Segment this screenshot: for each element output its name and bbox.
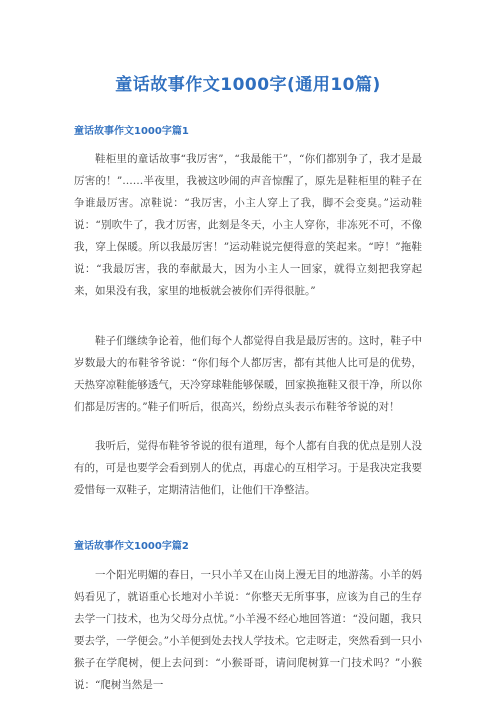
document-title: 童话故事作文1000字(通用10篇) bbox=[115, 75, 381, 95]
section-2-paragraph-1: 一个阳光明媚的春日，一只小羊又在山岗上漫无目的地游荡。小羊的妈妈看见了，就语重心长地对小羊说：“你整天无所事事，应该为自己的生存去学一门技术，也为父母分点忧。”小羊漫不经心地回答道：“没问题，我只要去学，一学便会。”小羊便到处去找人学技术。它走呀走，突然看到一只小猴子在学爬树，便上去问到：“小猴哥哥，请问爬树算一门技术吗？”小猴说：“爬树当然是一 bbox=[74, 569, 422, 691]
section-heading-1: 童话故事作文1000字篇1 bbox=[74, 126, 189, 137]
section-1-paragraph-2: 鞋子们继续争论着，他们每个人都觉得自我是最厉害的。这时，鞋子中岁数最大的布鞋爷爷说：“你们每个人都厉害，都有其他人比可是的优势，天热穿凉鞋能够透气，天冷穿球鞋能够保暖，回家换拖鞋又很干净，所以你们都是厉害的。”鞋子们听后，很高兴，纷纷点头表示布鞋爷爷说的对！ bbox=[74, 335, 422, 413]
section-1-paragraph-1: 鞋柜里的童话故事“我厉害”，“我最能干”，“你们都别争了，我才是最厉害的！”……半夜里，我被这吵闹的声音惊醒了，原先是鞋柜里的鞋子在争谁最厉害。凉鞋说：“我厉害，小主人穿上了我，脚不会变臭。”运动鞋说：“别吹牛了，我才厉害，此刻是冬天，小主人穿你，非冻死不可，不像我，穿上保暖。所以我最厉害！”运动鞋说完便得意的笑起来。“哼！”拖鞋说：“我最厉害，我的奉献最大，因为小主人一回家，就得立刻把我穿起来，如果没有我，家里的地板就会被你们弄得很脏。” bbox=[74, 153, 422, 297]
section-1-paragraph-3: 我听后，觉得布鞋爷爷说的很有道理，每个人都有自我的优点是别人没有的，可是也要学会看到别人的优点，再虚心的互相学习。于是我决定我要爱惜每一双鞋子，定期清洁他们，让他们干净整洁。 bbox=[74, 440, 422, 496]
section-heading-2: 童话故事作文1000字篇2 bbox=[74, 541, 189, 552]
